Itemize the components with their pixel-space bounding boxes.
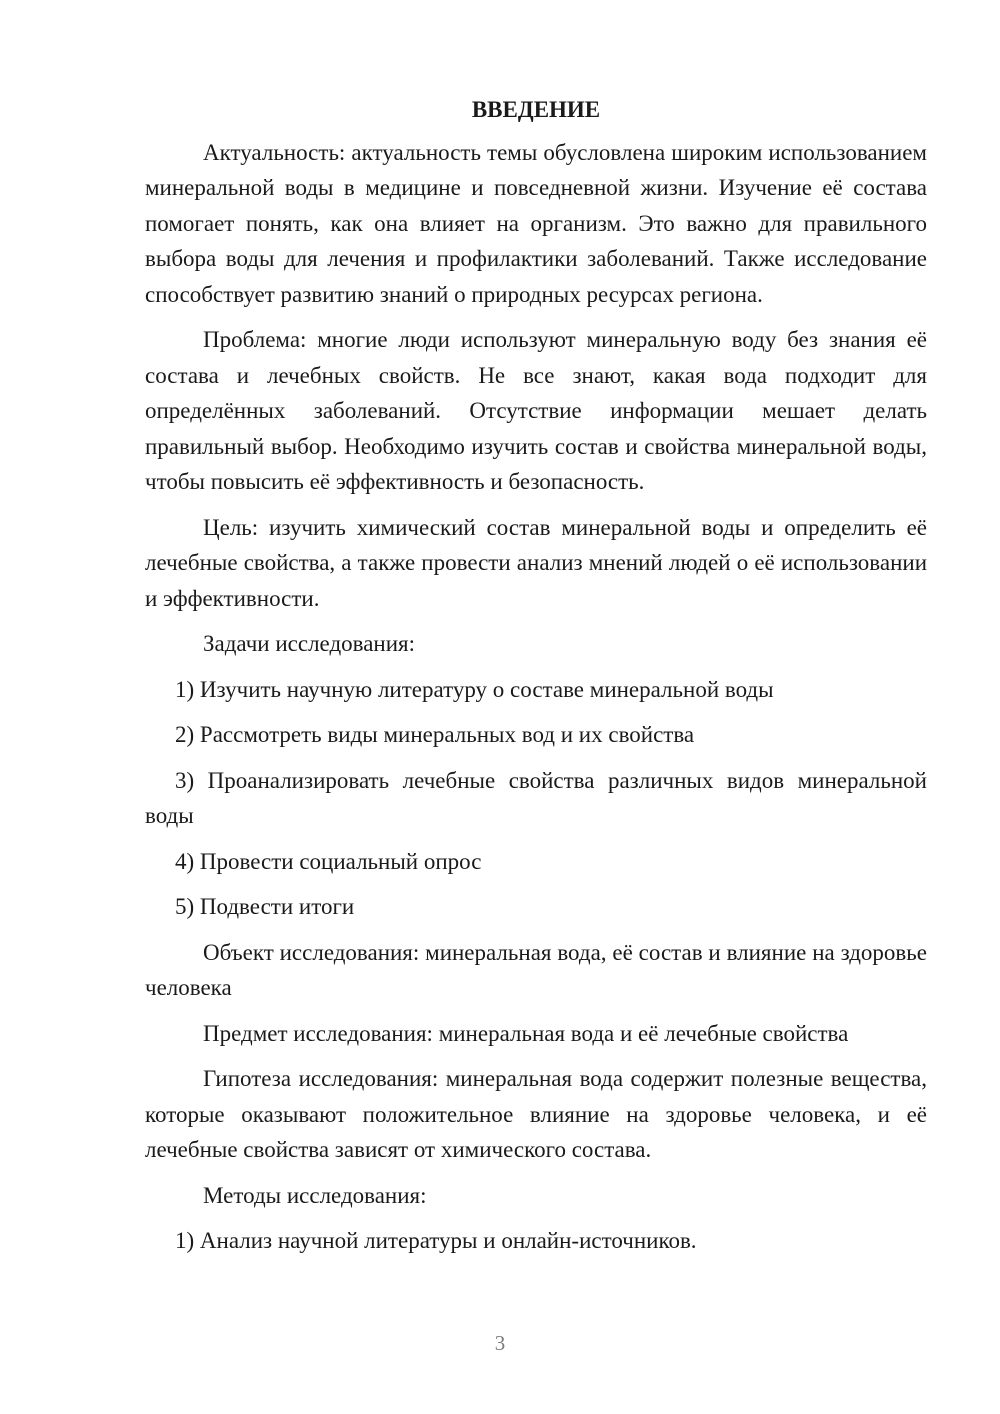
relevance-paragraph: Актуальность: актуальность темы обусловлена широким использованием минеральной воды в медицине и повседневной жизни. Изучение её состава помогает понять, как она влияет на организм. Это важно для правильного выбора воды для лечения и профилактики заболеваний. Также исследование способствует развитию знаний о природных ресурсах региона. [145,139,927,307]
task-item: 3) Проанализировать лечебные свойства различных видов минеральной воды [145,767,927,828]
hypothesis-paragraph: Гипотеза исследования: минеральная вода содержит полезные вещества, которые оказывают положительное влияние на здоровье человека, и её лечебные свойства зависят от химического состава. [145,1066,927,1162]
research-object-paragraph: Объект исследования: минеральная вода, её состав и влияние на здоровье человека [145,939,927,1000]
methods-heading: Методы исследования: [203,1182,427,1208]
document-page [145,92,927,1269]
goal-paragraph: Цель: изучить химический состав минеральной воды и определить её лечебные свойства, а также провести анализ мнений людей о её использовании и эффективности. [145,514,927,611]
research-subject-paragraph: Предмет исследования: минеральная вода и её лечебные свойства [203,1020,849,1046]
task-item: 4) Провести социальный опрос [175,848,482,874]
page-title: ВВЕДЕНИЕ [471,97,601,122]
problem-paragraph: Проблема: многие люди используют минеральную воду без знания её состава и лечебных свойств. Не все знают, какая вода подходит для определённых заболеваний. Отсутствие информации мешает делать правильный выбор. Необходимо изучить состав и свойства минеральной воды, чтобы повысить её эффективность и безопасность. [145,327,927,494]
method-item: 1) Анализ научной литературы и онлайн-источников. [175,1228,697,1253]
task-item: 1) Изучить научную литературу о составе минеральной воды [175,676,774,702]
tasks-heading: Задачи исследования: [203,631,416,656]
task-item: 2) Рассмотреть виды минеральных вод и их свойства [175,722,695,747]
task-item: 5) Подвести итоги [175,894,355,919]
page-number: 3 [494,1331,506,1355]
